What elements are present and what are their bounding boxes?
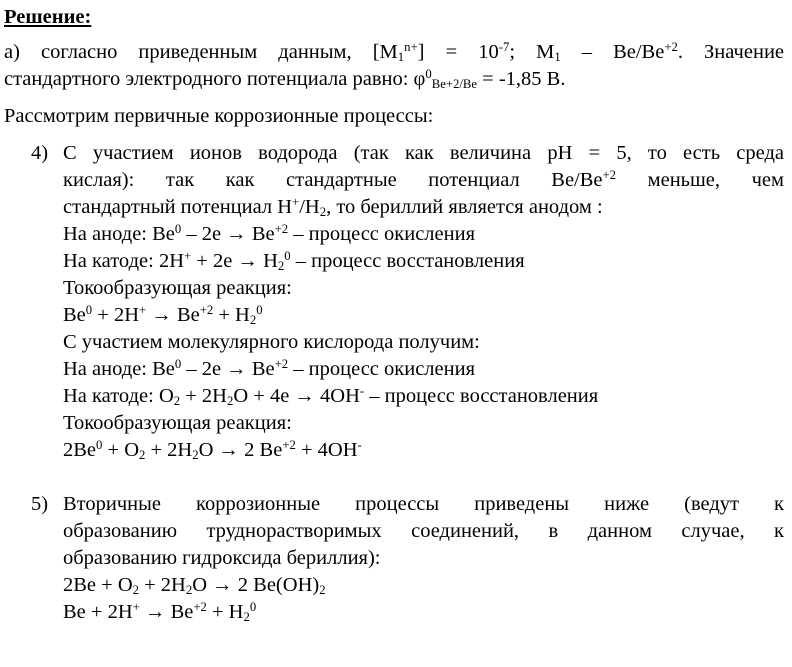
- text: – 2e → Be: [181, 223, 275, 245]
- superscript: -: [357, 438, 362, 453]
- superscript: +2: [193, 600, 207, 615]
- text: стандартный потенциал H: [63, 196, 293, 218]
- text: + 4OH: [295, 439, 358, 461]
- superscript: +: [139, 303, 147, 318]
- cathode-reaction-line: [63, 383, 784, 410]
- text: На аноде: Be: [63, 223, 175, 245]
- solution-heading: Решение:: [4, 6, 92, 28]
- text: – процесс окисления: [288, 223, 476, 245]
- text: стандартного электродного потенциала равно: φ: [4, 68, 426, 90]
- text: + 2H: [180, 385, 227, 407]
- subscript: 1: [554, 50, 561, 65]
- oxygen-intro-line: С участием молекулярного кислорода получим:: [63, 331, 480, 353]
- text: + 2H: [92, 304, 140, 326]
- text: + 2H: [139, 574, 186, 596]
- part-a-line-1: [4, 39, 784, 66]
- superscript: 0: [284, 249, 291, 264]
- subscript: 2: [226, 394, 234, 409]
- subscript: 2: [139, 448, 146, 463]
- cathode-reaction-line: [63, 248, 784, 275]
- anode-reaction-line: [63, 356, 784, 383]
- text: O → 2 Be: [198, 439, 283, 461]
- superscript: -7: [498, 40, 510, 55]
- text: + H: [206, 601, 244, 623]
- text: На аноде: Be: [63, 358, 175, 380]
- superscript: 0: [174, 357, 182, 372]
- subscript: Be+2/Be: [431, 77, 478, 92]
- text: + 2e → H: [191, 250, 278, 272]
- superscript: +2: [664, 40, 678, 55]
- superscript: +2: [274, 357, 289, 372]
- text: – процесс восстановления: [364, 385, 599, 407]
- superscript: +: [184, 249, 192, 264]
- superscript: 0: [85, 303, 93, 318]
- subscript: 2: [319, 583, 326, 598]
- superscript: +2: [274, 222, 289, 237]
- text: ] = 10: [417, 41, 499, 63]
- superscript: 0: [249, 600, 257, 615]
- superscript: +2: [602, 168, 617, 183]
- item4-line-1: С участием ионов водорода (так как величина pH = 5, то есть среда: [63, 142, 784, 164]
- subscript: 2: [185, 583, 193, 598]
- intro-line: Рассмотрим первичные коррозионные процессы:: [4, 105, 434, 127]
- text: = -1,85 В.: [477, 68, 566, 90]
- text: , то бериллий является анодом :: [326, 196, 603, 218]
- superscript: +2: [199, 303, 214, 318]
- current-reaction-label: Токообразующая реакция:: [63, 277, 292, 299]
- subscript: 2: [173, 394, 181, 409]
- item5-line-2: образованию труднорастворимых соединений, в данном случае, к: [63, 520, 784, 542]
- superscript: n+: [404, 40, 418, 55]
- superscript: 0: [256, 303, 263, 318]
- superscript: -: [359, 384, 365, 399]
- text: Be: [63, 304, 86, 326]
- text: – процесс окисления: [288, 358, 476, 380]
- superscript: +: [292, 195, 300, 210]
- text: На катоде: 2H: [63, 250, 184, 272]
- text: + 2H: [145, 439, 193, 461]
- part-a-line-2: [4, 66, 784, 93]
- text: 2Be: [63, 439, 97, 461]
- text: – процесс восстановления: [290, 250, 525, 272]
- list-number: 5): [31, 493, 49, 515]
- subscript: 2: [192, 448, 199, 463]
- spacer: [4, 130, 784, 140]
- item4-line-3: [63, 194, 784, 221]
- text: → Be: [139, 601, 194, 623]
- text: 2Be + O: [63, 574, 133, 596]
- subscript: 2: [249, 313, 257, 328]
- subscript: 2: [132, 583, 139, 598]
- subscript: 2: [277, 259, 285, 274]
- spacer: [4, 464, 784, 491]
- text: – 2e → Be: [181, 358, 275, 380]
- overall-reaction-line: [63, 437, 784, 464]
- item5-line-1: Вторичные коррозионные процессы приведены ниже (ведут к: [63, 493, 784, 515]
- list-number: 4): [31, 142, 49, 164]
- item4-line-2: [63, 167, 784, 194]
- subscript: 1: [397, 50, 405, 65]
- hydrogen-reaction-line: [63, 599, 784, 626]
- text: меньше, чем: [616, 169, 784, 191]
- superscript: 0: [174, 222, 182, 237]
- text: кислая): так как стандартные потенциал Be/Be: [63, 169, 603, 191]
- superscript: 0: [96, 438, 103, 453]
- current-reaction-label: Токообразующая реакция:: [63, 412, 292, 434]
- text: + H: [213, 304, 250, 326]
- part-a-paragraph: [4, 39, 784, 93]
- superscript: +: [132, 600, 140, 615]
- text: ; M: [509, 41, 555, 63]
- text: На катоде: O: [63, 385, 174, 407]
- subscript: 2: [319, 205, 327, 220]
- superscript: 0: [425, 67, 432, 82]
- text: . Значение: [677, 41, 785, 63]
- anode-reaction-line: [63, 221, 784, 248]
- hydroxide-reaction-line: [63, 572, 784, 599]
- text: Be + 2H: [63, 601, 133, 623]
- overall-reaction-line: [63, 302, 784, 329]
- superscript: +2: [282, 438, 296, 453]
- list-item-5: [4, 491, 784, 626]
- text: O + 4e → 4OH: [233, 385, 360, 407]
- text: → Be: [146, 304, 200, 326]
- list-item-4: [4, 140, 784, 464]
- text: /H: [299, 196, 320, 218]
- spacer: [4, 93, 784, 103]
- text: O → 2 Be(OH): [192, 574, 320, 596]
- text: а) согласно приведенным данным, [M: [4, 41, 398, 63]
- item5-line-3: образованию гидроксида бериллия):: [63, 547, 381, 569]
- subscript: 2: [243, 610, 250, 625]
- text: – Be/Be: [560, 41, 665, 63]
- text: + O: [102, 439, 140, 461]
